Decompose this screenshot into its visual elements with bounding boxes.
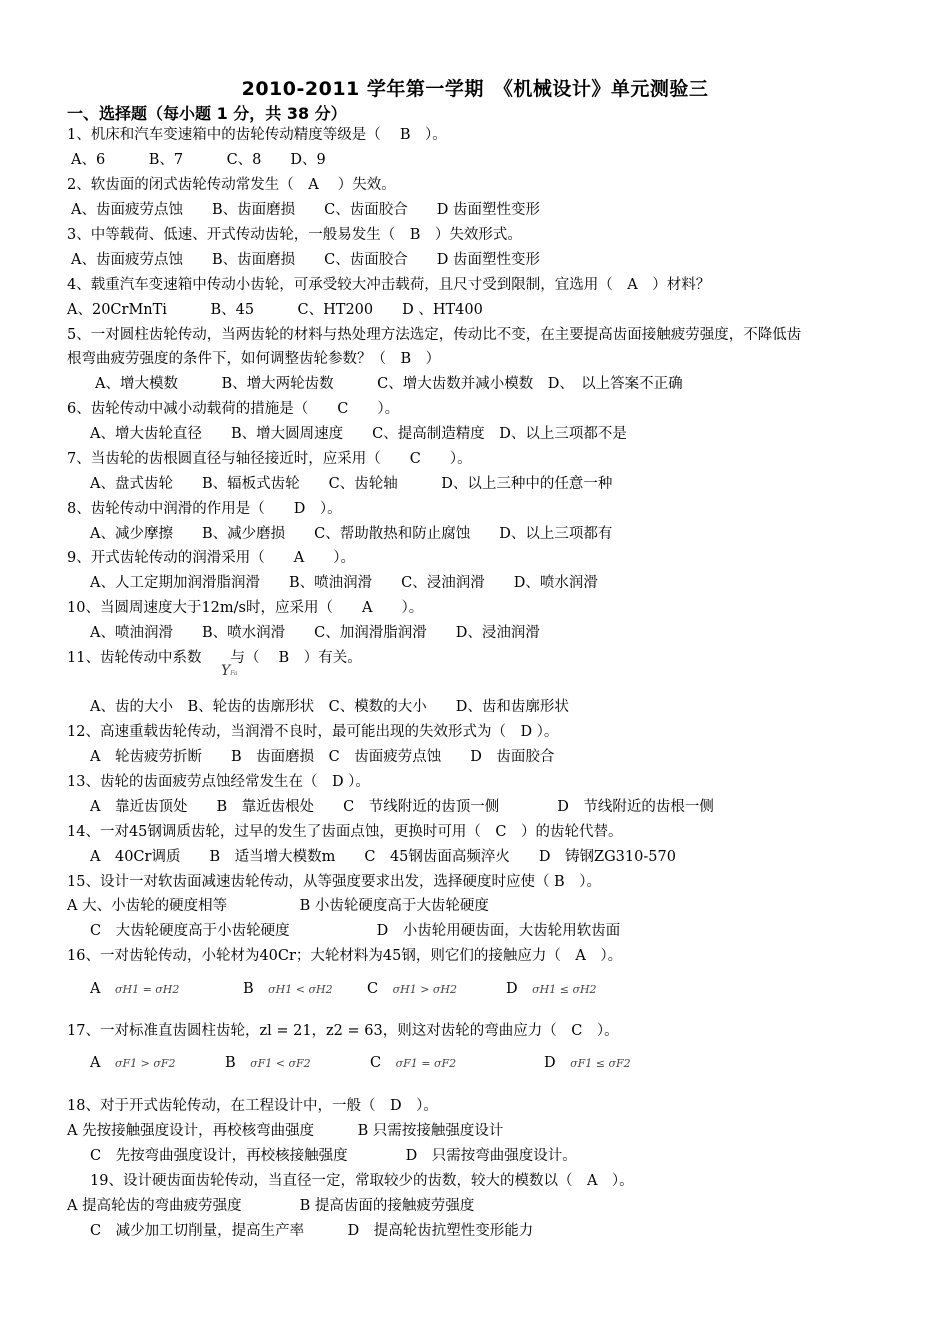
q17-option-c: C σF1 = σF2 (370, 1055, 457, 1071)
options-4: A、20CrMnTi B、45 C、HT200 D 、HT400 (67, 302, 483, 318)
question-6: 6、齿轮传动中减小动载荷的措施是（ C ）。 (67, 401, 400, 417)
q16-option-b: B σH1 < σH2 (243, 981, 333, 997)
question-12: 12、高速重载齿轮传动，当润滑不良时，最可能出现的失效形式为（ D ）。 (67, 724, 559, 740)
options-15-cd: C 大齿轮硬度高于小齿轮硬度 D 小齿轮用硬齿面，大齿轮用软齿面 (90, 923, 621, 939)
options-18-cd: C 先按弯曲强度设计，再校核接触强度 D 只需按弯曲强度设计。 (90, 1148, 577, 1164)
options-12: A 轮齿疲劳折断 B 齿面磨损 C 齿面疲劳点蚀 D 齿面胶合 (90, 749, 555, 765)
question-16: 16、一对齿轮传动，小轮材为40Cr；大轮材料为45钢，则它们的接触应力（ A ）。 (67, 948, 623, 964)
question-13: 13、齿轮的齿面疲劳点蚀经常发生在（ D ）。 (67, 774, 370, 790)
question-5-line2: 根弯曲疲劳强度的条件下，如何调整齿轮参数？（ B ） (67, 351, 441, 367)
question-9: 9、开式齿轮传动的润滑采用（ A ）。 (67, 550, 355, 566)
q16-option-d: D σH1 ≤ σH2 (506, 981, 597, 997)
question-3: 3、中等载荷、低速、开式传动齿轮，一般易发生（ B ）失效形式。 (67, 227, 522, 243)
question-15: 15、设计一对软齿面减速齿轮传动，从等强度要求出发，选择硬度时应使（ B ）。 (67, 874, 601, 890)
options-10: A、喷油润滑 B、喷水润滑 C、加润滑脂润滑 D、浸油润滑 (90, 625, 540, 641)
q17-option-d: D σF1 ≤ σF2 (544, 1055, 631, 1071)
options-14: A 40Cr调质 B 适当增大模数m C 45钢齿面高频淬火 D 铸钢ZG310-570 (90, 849, 676, 865)
options-11: A、齿的大小 B、轮齿的齿廓形状 C、模数的大小 D、齿和齿廓形状 (90, 699, 569, 715)
options-6: A、增大齿轮直径 B、增大圆周速度 C、提高制造精度 D、以上三项都不是 (90, 426, 627, 442)
question-8: 8、齿轮传动中润滑的作用是（ D ）。 (67, 501, 342, 517)
question-11: 11、齿轮传动中系数 与（ B ）有关。 (67, 650, 362, 666)
question-17: 17、一对标准直齿圆柱齿轮，zl = 21，z2 = 63，则这对齿轮的弯曲应力（ C ）。 (67, 1023, 619, 1039)
options-8: A、减少摩擦 B、减少磨损 C、帮助散热和防止腐蚀 D、以上三项都有 (90, 526, 613, 542)
question-14: 14、一对45钢调质齿轮，过早的发生了齿面点蚀，更换时可用（ C ）的齿轮代替。 (67, 824, 623, 840)
question-1: 1、机床和汽车变速箱中的齿轮传动精度等级是（ B ）。 (67, 127, 447, 143)
question-5-line1: 5、一对圆柱齿轮传动，当两齿轮的材料与热处理方法选定，传动比不变，在主要提高齿面接触疲劳强度，不降低齿 (67, 327, 802, 343)
q17-option-a: A σF1 > σF2 (90, 1055, 176, 1071)
q16-option-c: C σH1 > σH2 (367, 981, 458, 997)
question-7: 7、当齿轮的齿根圆直径与轴径接近时，应采用（ C ）。 (67, 451, 472, 467)
y-coefficient-symbol: YFa (221, 663, 238, 679)
q16-option-a: A σH1 = σH2 (90, 981, 180, 997)
options-19-ab: A 提高轮齿的弯曲疲劳强度 B 提高齿面的接触疲劳强度 (67, 1198, 475, 1214)
options-3: A、齿面疲劳点蚀 B、齿面磨损 C、齿面胶合 D 齿面塑性变形 (71, 252, 540, 268)
question-18: 18、对于开式齿轮传动，在工程设计中，一般（ D ）。 (67, 1098, 438, 1114)
options-5: A、增大模数 B、增大两轮齿数 C、增大齿数并减小模数 D、 以上答案不正确 (95, 376, 683, 392)
section-heading: 一、选择题（每小题 1 分，共 38 分） (67, 104, 347, 123)
question-2: 2、软齿面的闭式齿轮传动常发生（ A ）失效。 (67, 177, 396, 193)
options-19-cd: C 减少加工切削量，提高生产率 D 提高轮齿抗塑性变形能力 (90, 1223, 534, 1239)
page-title: 2010-2011 学年第一学期 《机械设计》单元测验三 (241, 78, 709, 100)
options-15-ab: A 大、小齿轮的硬度相等 B 小齿轮硬度高于大齿轮硬度 (67, 898, 489, 914)
options-13: A 靠近齿顶处 B 靠近齿根处 C 节线附近的齿顶一侧 D 节线附近的齿根一侧 (90, 799, 714, 815)
options-2: A、齿面疲劳点蚀 B、齿面磨损 C、齿面胶合 D 齿面塑性变形 (71, 202, 540, 218)
question-19: 19、设计硬齿面齿轮传动，当直径一定，常取较少的齿数，较大的模数以（ A ）。 (90, 1173, 634, 1189)
question-4: 4、载重汽车变速箱中传动小齿轮，可承受较大冲击载荷，且尺寸受到限制，宜选用（ A ）材料？ (67, 277, 711, 293)
options-1: A、6 B、7 C、8 D、9 (71, 152, 326, 168)
options-18-ab: A 先按接触强度设计，再校核弯曲强度 B 只需按接触强度设计 (67, 1123, 504, 1139)
options-7: A、盘式齿轮 B、辐板式齿轮 C、齿轮轴 D、以上三种中的任意一种 (90, 476, 613, 492)
q17-option-b: B σF1 < σF2 (225, 1055, 311, 1071)
options-9: A、人工定期加润滑脂润滑 B、喷油润滑 C、浸油润滑 D、喷水润滑 (90, 575, 598, 591)
question-10: 10、当圆周速度大于12m/s时，应采用（ A ）。 (67, 600, 424, 616)
